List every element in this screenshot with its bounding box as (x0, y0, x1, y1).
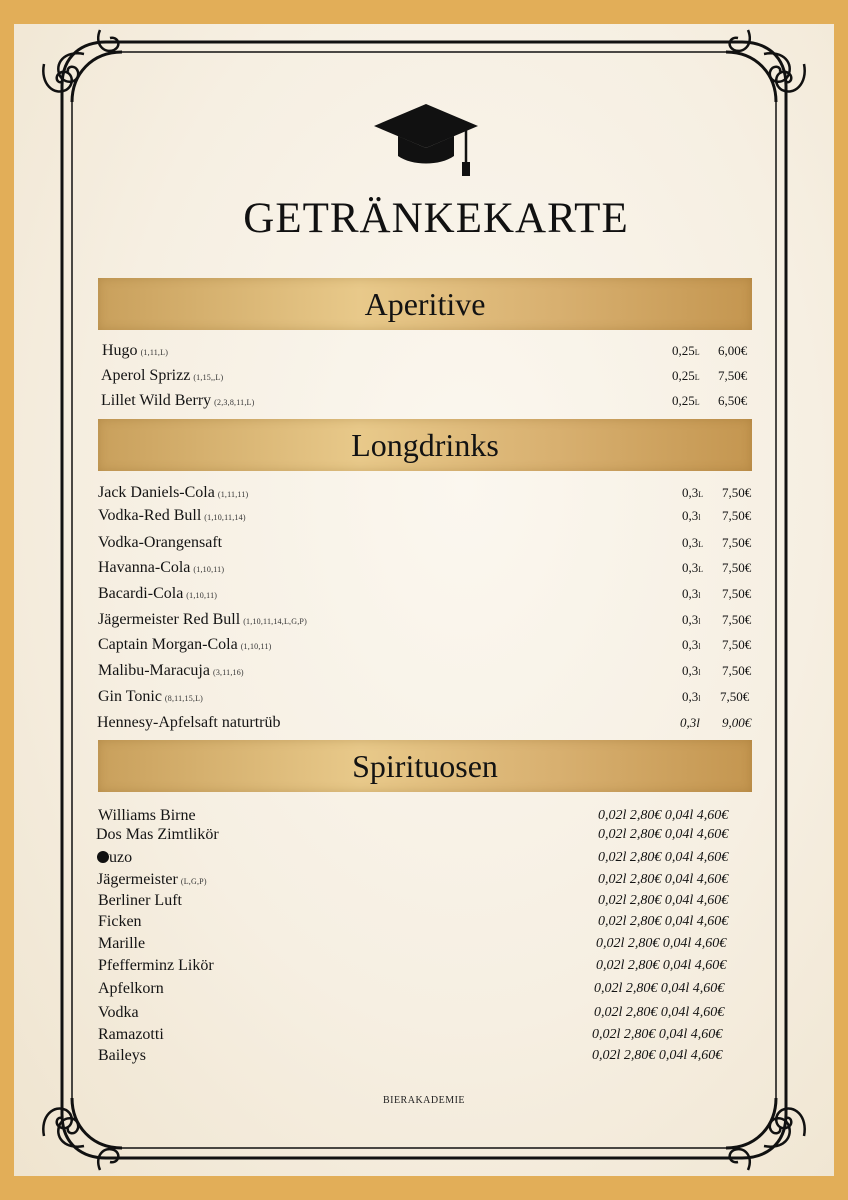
menu-item (14, 532, 834, 554)
item-price: 7,50€ (718, 368, 748, 383)
item-price: 7,50€ (720, 689, 750, 704)
item-unit: L (698, 565, 704, 574)
item-volume: 0,3 (682, 689, 699, 704)
item-price: 7,50€ (722, 586, 752, 601)
item-additives: (1,15,,L) (193, 373, 224, 382)
item-name: Aperol Sprizz (101, 367, 191, 384)
item-price: 9,00€ (722, 715, 752, 730)
item-volume: 0,3 (682, 586, 699, 601)
item-unit: L (698, 490, 704, 499)
item-additives: (8,11,15,L) (164, 694, 204, 703)
item-name: Vodka (98, 1004, 139, 1021)
item-price: 7,50€ (722, 612, 752, 627)
item-price: 6,00€ (718, 343, 748, 358)
section-header-spirituosen: Spirituosen (98, 740, 752, 792)
item-volume: 0,25 (672, 343, 695, 358)
item-volume: 0,3 (682, 535, 699, 550)
item-unit: l (698, 617, 701, 626)
item-name: Havanna-Cola (98, 559, 191, 576)
item-name: Vodka-Orangensaft (98, 534, 223, 551)
item-unit: L (694, 398, 700, 407)
item-price: 7,50€ (722, 485, 752, 500)
menu-item (14, 505, 834, 527)
item-prices: 0,02l 2,80€ 0,04l 4,60€ (592, 1048, 723, 1063)
item-unit: l (698, 513, 701, 522)
item-unit: l (698, 591, 701, 600)
item-name: Ramazotti (98, 1026, 164, 1043)
menu-item (14, 660, 834, 682)
item-price: 7,50€ (722, 508, 752, 523)
menu-item (14, 1045, 834, 1067)
item-price: 6,50€ (718, 393, 748, 408)
item-name: Hugo (102, 342, 138, 359)
bullet-icon (97, 851, 109, 863)
item-prices: 0,02l 2,80€ 0,04l 4,60€ (598, 808, 729, 823)
item-prices: 0,02l 2,80€ 0,04l 4,60€ (598, 914, 729, 929)
item-name: Williams Birne (98, 807, 196, 824)
item-additives: (1,10,11,14,L,G,P) (243, 617, 307, 626)
item-volume: 0,25 (672, 393, 695, 408)
item-prices: 0,02l 2,80€ 0,04l 4,60€ (598, 827, 729, 842)
item-volume: 0,3 (682, 560, 699, 575)
item-volume: 0,3 (682, 485, 699, 500)
menu-item (14, 847, 834, 869)
menu-item (14, 869, 834, 891)
item-prices: 0,02l 2,80€ 0,04l 4,60€ (592, 1027, 723, 1042)
menu-item (14, 390, 834, 412)
item-name: Captain Morgan-Cola (98, 636, 238, 653)
item-additives: (1,10,11) (186, 591, 218, 600)
item-additives: (2,3,8,11,L) (214, 398, 255, 407)
item-price: 7,50€ (722, 663, 752, 678)
item-name: uzo (109, 849, 133, 866)
menu-item (14, 365, 834, 387)
item-name: Jack Daniels-Cola (98, 484, 215, 501)
item-additives: (1,11,11) (217, 490, 249, 499)
item-volume: 0,25 (672, 368, 695, 383)
item-name: Dos Mas Zimtlikör (96, 826, 219, 843)
menu-item (14, 340, 834, 362)
item-price: 7,50€ (722, 535, 752, 550)
footer-brand: BIERAKADEMIE (382, 1095, 466, 1106)
menu-item (14, 911, 834, 933)
item-unit: L (694, 373, 700, 382)
item-name: Vodka-Red Bull (98, 507, 202, 524)
menu-item (14, 482, 834, 504)
item-volume: 0,3 (682, 663, 699, 678)
item-unit: L (694, 348, 700, 357)
menu-title: GETRÄNKEKARTE (243, 195, 629, 242)
menu-item (14, 557, 834, 579)
item-name: Ficken (98, 913, 142, 930)
item-unit: l (698, 694, 701, 703)
menu-item (14, 686, 834, 708)
section-header-aperitive: Aperitive (98, 278, 752, 330)
item-additives: (1,10,11,14) (204, 513, 246, 522)
item-unit: l (698, 668, 701, 677)
item-name: Marille (98, 935, 146, 952)
item-name: Berliner Luft (98, 892, 182, 909)
item-name: Apfelkorn (98, 980, 164, 997)
menu-item (14, 712, 834, 734)
item-unit: L (698, 540, 704, 549)
menu-card (14, 24, 834, 1176)
item-name: Jägermeister (97, 871, 178, 888)
item-additives: (3,11,16) (212, 668, 244, 677)
item-prices: 0,02l 2,80€ 0,04l 4,60€ (596, 958, 727, 973)
item-name: Gin Tonic (98, 688, 162, 705)
menu-item (14, 955, 834, 977)
menu-item (14, 583, 834, 605)
item-prices: 0,02l 2,80€ 0,04l 4,60€ (594, 1005, 725, 1020)
menu-item (14, 978, 834, 1000)
item-prices: 0,02l 2,80€ 0,04l 4,60€ (598, 872, 729, 887)
menu-item (14, 634, 834, 656)
item-name: Lillet Wild Berry (101, 392, 212, 409)
item-volume: 0,3 (682, 508, 699, 523)
menu-item (14, 609, 834, 631)
item-name: Malibu-Maracuja (98, 662, 210, 679)
item-name: Hennesy-Apfelsaft naturtrüb (97, 714, 281, 731)
item-name: Pfefferminz Likör (98, 957, 214, 974)
menu-item (14, 933, 834, 955)
section-header-longdrinks: Longdrinks (98, 419, 752, 471)
item-unit: l (698, 642, 701, 651)
item-price: 7,50€ (722, 560, 752, 575)
item-additives: (L,G,P) (180, 877, 207, 886)
item-volume: 0,3 (682, 612, 699, 627)
item-prices: 0,02l 2,80€ 0,04l 4,60€ (598, 850, 729, 865)
menu-item (14, 1024, 834, 1046)
item-additives: (1,11,L) (140, 348, 169, 357)
item-additives: (1,10,11) (240, 642, 272, 651)
item-name: Bacardi-Cola (98, 585, 184, 602)
item-additives: (1,10,11) (193, 565, 225, 574)
item-volume: 0,3 (682, 637, 699, 652)
menu-item (14, 1002, 834, 1024)
item-prices: 0,02l 2,80€ 0,04l 4,60€ (596, 936, 727, 951)
menu-item (14, 890, 834, 912)
item-prices: 0,02l 2,80€ 0,04l 4,60€ (598, 893, 729, 908)
graduation-cap-icon (372, 102, 480, 184)
menu-item (14, 824, 834, 846)
item-prices: 0,02l 2,80€ 0,04l 4,60€ (594, 981, 725, 996)
item-name: Baileys (98, 1047, 146, 1064)
item-price: 7,50€ (722, 637, 752, 652)
item-name: Jägermeister Red Bull (98, 611, 241, 628)
item-volume: 0,3l (680, 715, 700, 730)
